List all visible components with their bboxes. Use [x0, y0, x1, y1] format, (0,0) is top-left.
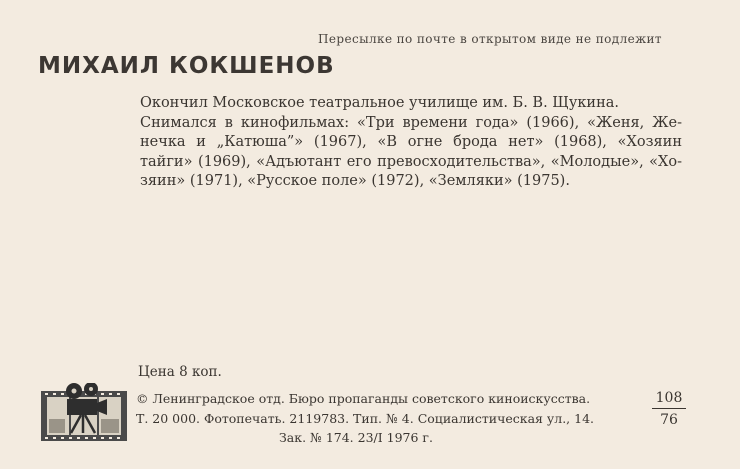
biography	[140, 94, 682, 192]
bio-line: Снимался в кинофильмах: «Три времени года» (1966), «Женя, Же-	[140, 114, 682, 131]
imprint-order: Зак. № 174. 23/I 1976 г.	[279, 430, 433, 445]
catalog-index-denominator: 76	[660, 412, 678, 428]
price-label: Цена 8 коп.	[138, 364, 222, 380]
film-camera-icon	[41, 383, 127, 441]
postal-note: Пересылке по почте в открытом виде не подлежит	[318, 32, 662, 46]
imprint-print-run: Т. 20 000. Фотопечать. 2119783. Тип. № 4. Социалистическая ул., 14.	[136, 410, 595, 426]
bio-line: тайги» (1969), «Адъютант его превосходительства», «Молодые», «Хо-	[140, 153, 682, 170]
bio-line: зяин» (1971), «Русское поле» (1972), «Земляки» (1975).	[140, 173, 570, 189]
catalog-index	[652, 389, 686, 429]
imprint-publisher: © Ленинградское отд. Бюро пропаганды советского киноискусства.	[136, 391, 591, 406]
fraction-bar	[652, 408, 686, 409]
bio-line: нечка и „Катюша”» (1967), «В огне брода нет» (1968), «Хозяин	[140, 134, 682, 150]
catalog-index-numerator: 108	[655, 390, 683, 406]
actor-name: МИХАИЛ КОКШЕНОВ	[38, 53, 335, 79]
imprint	[136, 389, 676, 448]
bio-line: Окончил Московское театральное училище им. Б. В. Щукина.	[140, 95, 620, 111]
